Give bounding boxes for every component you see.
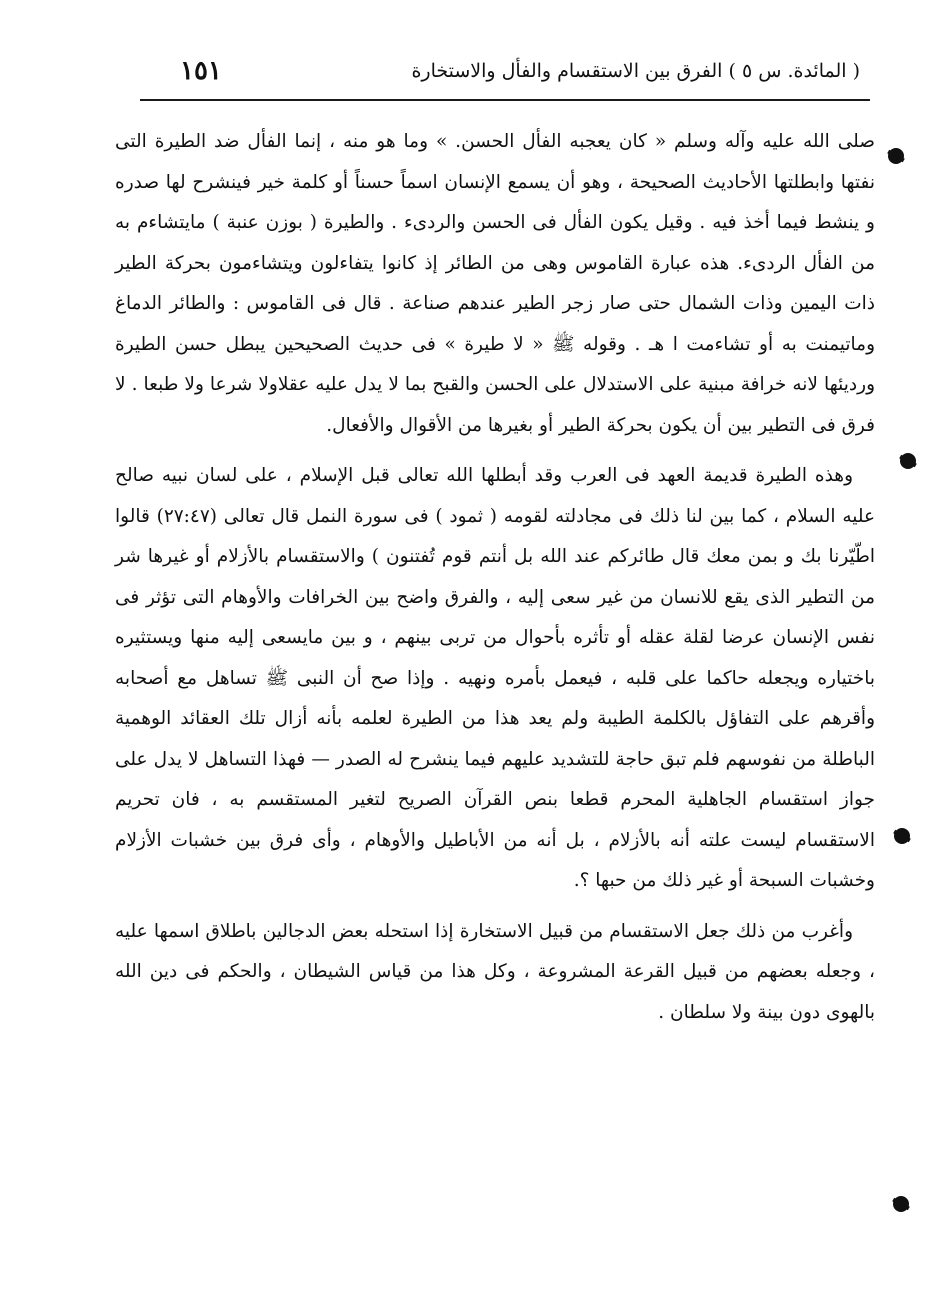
paragraph-3: وأغرب من ذلك جعل الاستقسام من قبيل الاستخارة إذا استحله بعض الدجالين باطلاق اسمها عليه ، وجعله بعضهم من قبيل القرعة المشروعة ، وكل هذا من قياس الشيطان ، والحكم فى دين الله بالهوى دون بينة ولا سلطان . [115, 920, 875, 1023]
binding-hole-mark-3 [896, 830, 908, 842]
page-number: ١٥١ [180, 56, 222, 86]
binding-hole-mark-2 [902, 455, 914, 467]
binding-hole-mark-4 [895, 1198, 907, 1210]
paragraph-1: صلى الله عليه وآله وسلم « كان يعجبه الفأل الحسن. » وما هو منه ، إنما الفأل ضد الطيرة التى نفتها وابطلتها الأحاديث الصحيحة ، وهو أن يسمع الإنسان اسماً حسناً أو كلمة خير فينشرح لها صدره و ينشط فيما أخذ فيه . وقيل يكون الفأل فى الحسن والردىء . والطيرة ( بوزن عنبة ) مايتشاءم به من الفأل الردىء. هذه عبارة القاموس وهى من الطائر إذ كانوا يتفاءلون ويتشاءمون بحركة الطير ذات اليمين وذات الشمال حتى صار زجر الطير عندهم صناعة . قال فى القاموس : والطائر الدماغ وماتيمنت به أو تشاءمت ا هـ . وقوله ﷺ « لا طيرة » فى حديث الصحيحين يبطل حسن الطيرة ورديئها لانه خرافة مبنية على الاستدلال على الحسن والقبح بما لا يدل عليه عقلاولا شرعا ولا طبعا . لا فرق فى التطير بين أن يكون بحركة الطير أو بغيرها من الأقوال والأفعال. [115, 131, 875, 436]
paragraph-2: وهذه الطيرة قديمة العهد فى العرب وقد أبطلها الله تعالى قبل الإسلام ، على لسان نبيه صالح عليه السلام ، كما بين لنا ذلك فى مجادلته لقومه ( ثمود ) فى سورة النمل قال تعالى (٢٧:٤٧) قالوا اطّيّرنا بك و بمن معك قال طائركم عند الله بل أنتم قوم تُفتنون ) والاستقسام بالأزلام أو غيرها شر من التطير الذى يقع للانسان من غير سعى إليه ، والفرق واضح بين الخرافات والأوهام التى تؤثر فى نفس الإنسان عرضا لقلة عقله أو تأثره بأحوال من تربى بينهم ، و بين مايسعى إليه منها ويستثيره باختياره ويجعله حاكما على قلبه ، فيعمل بأمره ونهيه . وإذا صح أن النبى ﷺ تساهل مع أصحابه وأقرهم على التفاؤل بالكلمة الطيبة ولم يعد هذا من الطيرة لعلمه بأنه أزال تلك العقائد الوهمية الباطلة من نفوسهم فلم تبق حاجة للتشديد عليهم فيما ينشرح له الصدر — فهذا التساهل لا يدل على جواز استقسام الجاهلية المحرم قطعا بنص القرآن الصريح لتغير المستقسم به ، فان تحريم الاستقسام ليست علته أنه بالأزلام ، بل أنه من الأباطيل والأوهام ، وأى فرق بين خشبات الأزلام وخشبات السبحة أو غير ذلك من حبها ؟. [115, 465, 875, 891]
body-text [115, 122, 875, 1033]
header-rule [140, 99, 870, 101]
binding-hole-mark-1 [890, 150, 902, 162]
header-title: ( المائدة. س ٥ ) الفرق بين الاستقسام والفأل والاستخارة [411, 60, 860, 82]
running-header [140, 58, 860, 98]
